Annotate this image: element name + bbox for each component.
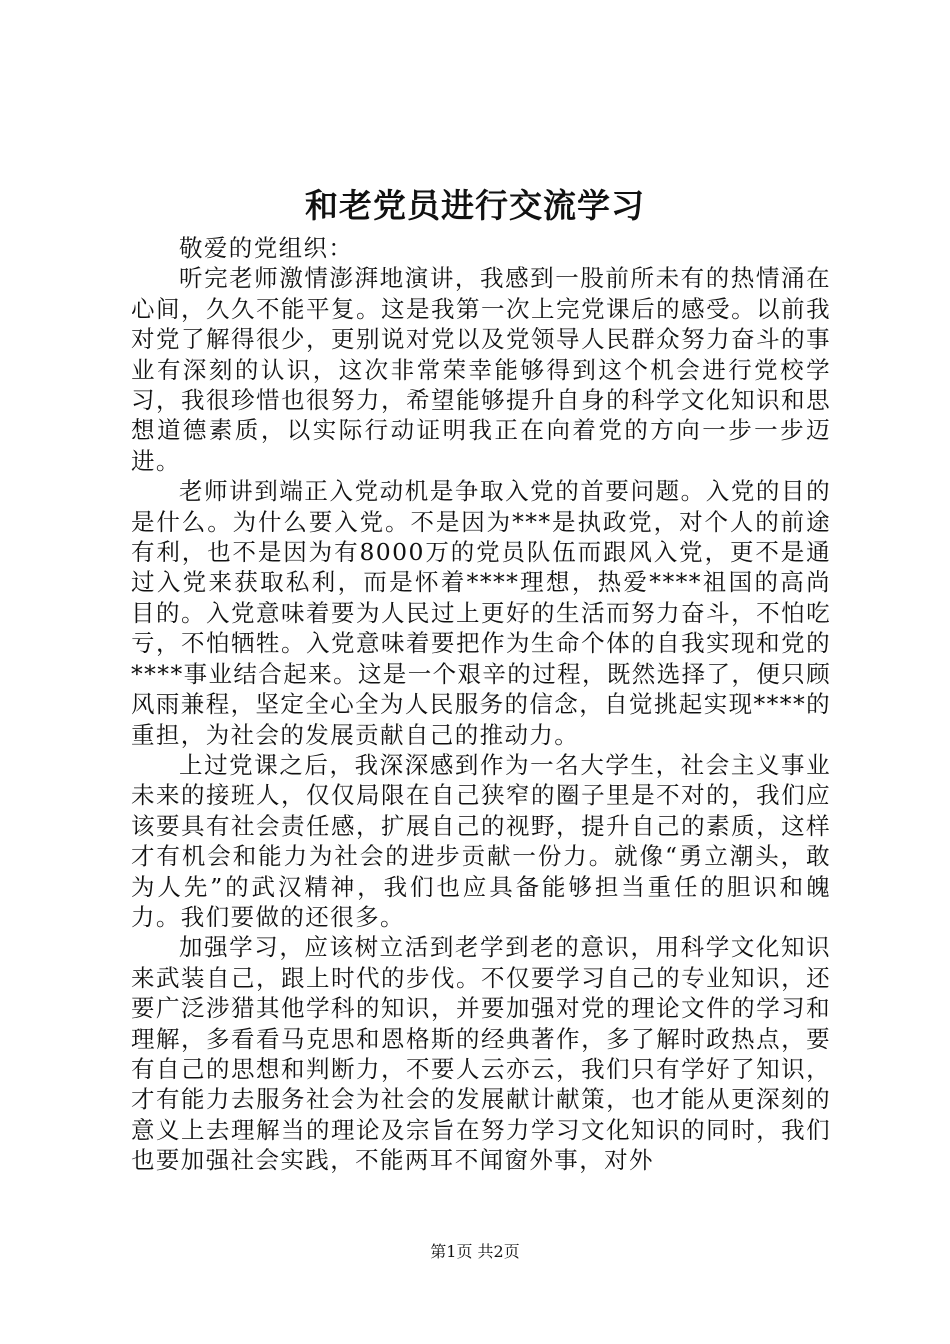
page-number-footer: 第1页 共2页: [430, 1242, 520, 1261]
paragraph-2: 老师讲到端正入党动机是争取入党的首要问题。入党的目的是什么。为什么要入党。不是因为***是执政党，对个人的前途有利，也不是因为有8000万的党员队伍而跟风入党，更不是通过入党来获取私利，而是怀着****理想，热爱****祖国的高尚目的。入党意味着要为人民过上更好的生活而努力奋斗，不怕吃亏，不怕牺牲。入党意味着要把作为生命个体的自我实现和党的****事业结合起来。这是一个艰辛的过程，既然选择了，便只顾风雨兼程，坚定全心全为人民服务的信念，自觉挑起实现****的重担，为社会的发展贡献自己的推动力。: [131, 477, 831, 749]
salutation: 敬爱的党组织：: [179, 234, 354, 262]
paragraph-3: 上过党课之后，我深深感到作为一名大学生，社会主义事业未来的接班人，仅仅局限在自己狭窄的圈子里是不对的，我们应该要具有社会责任感，扩展自己的视野，提升自己的素质，这样才有机会和能力为社会的进步贡献一份力。就像“勇立潮头，敢为人先”的武汉精神，我们也应具备能够担当重任的胆识和魄力。我们要做的还很多。: [131, 750, 831, 931]
document-body: [131, 233, 831, 1176]
paragraph-1: 听完老师激情澎湃地演讲，我感到一股前所未有的热情涌在心间，久久不能平复。这是我第一次上完党课后的感受。以前我对党了解得很少，更别说对党以及党领导人民群众努力奋斗的事业有深刻的认识，这次非常荣幸能够得到这个机会进行党校学习，我很珍惜也很努力，希望能够提升自身的科学文化知识和思想道德素质，以实际行动证明我正在向着党的方向一步一步迈进。: [131, 264, 831, 475]
paragraph-4: 加强学习，应该树立活到老学到老的意识，用科学文化知识来武装自己，跟上时代的步伐。不仅要学习自己的专业知识，还要广泛涉猎其他学科的知识，并要加强对党的理论文件的学习和理解，多看看马克思和恩格斯的经典著作，多了解时政热点，要有自己的思想和判断力，不要人云亦云，我们只有学好了知识，才有能力去服务社会为社会的发展献计献策，也才能从更深刻的意义上去理解当的理论及宗旨在努力学习文化知识的同时，我们也要加强社会实践，不能两耳不闻窗外事，对外: [131, 933, 831, 1175]
document-title: 和老党员进行交流学习: [305, 186, 645, 225]
